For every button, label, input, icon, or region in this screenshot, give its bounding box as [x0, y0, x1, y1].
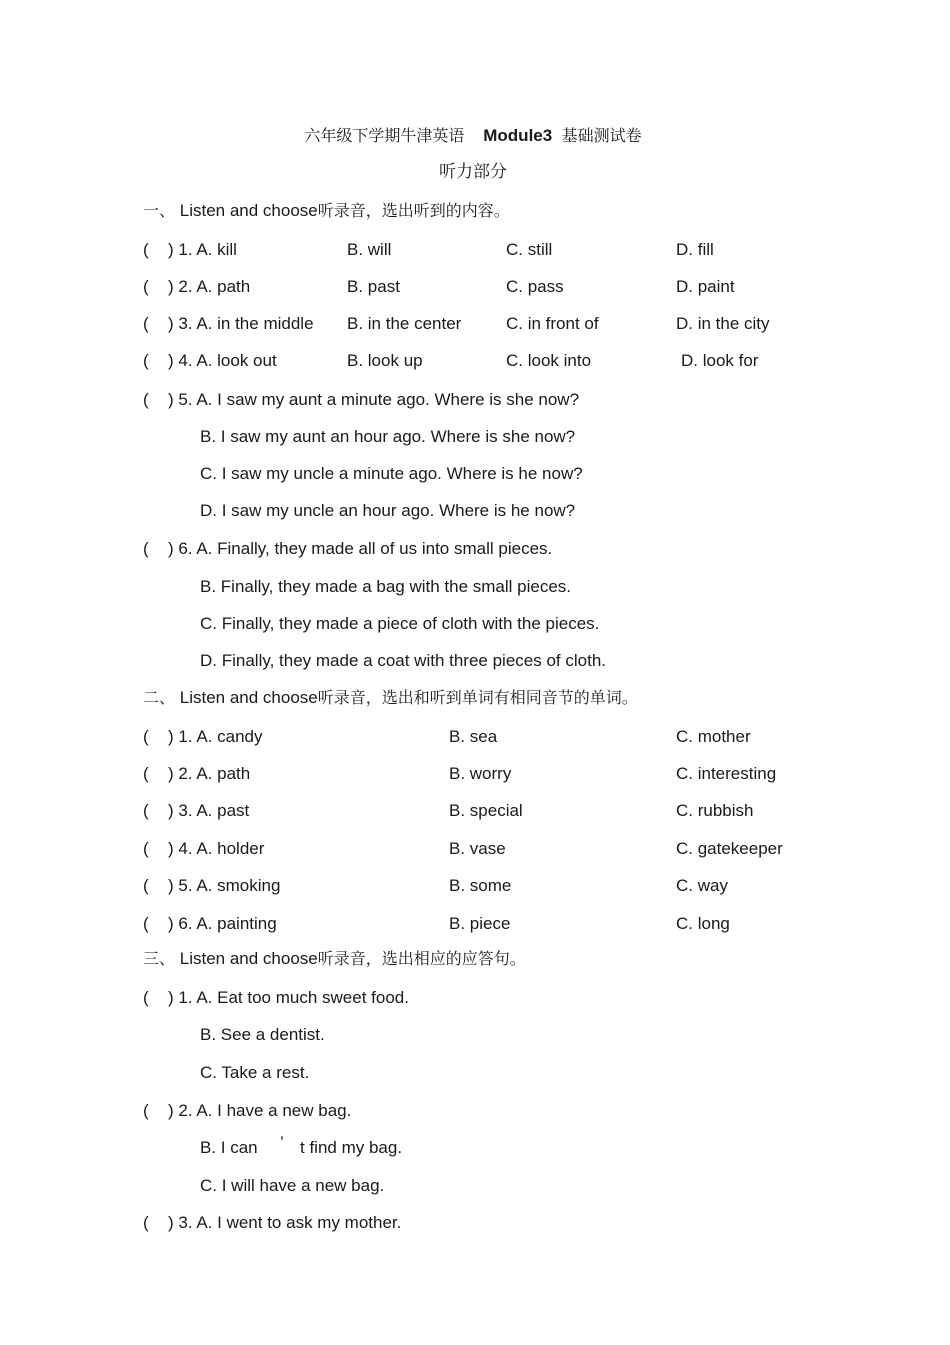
option-c: C. long — [676, 914, 730, 933]
section2-number: 二、 — [143, 688, 176, 707]
option-b: B. I saw my aunt an hour ago. Where is she now? — [200, 427, 576, 446]
page-subtitle: 听力部分 — [439, 162, 507, 182]
option-a: ) 2. A. I have a new bag. — [168, 1101, 352, 1120]
option-a: ) 3. A. in the middle — [168, 314, 314, 333]
option-c: C. Take a rest. — [200, 1063, 310, 1082]
option-a: ) 6. A. painting — [168, 914, 277, 933]
option-c: C. still — [506, 240, 553, 259]
section1-heading — [143, 201, 510, 221]
section3-title-en: Listen and choose — [179, 949, 318, 968]
option-d: D. Finally, they made a coat with three pieces of cloth. — [200, 651, 606, 670]
option-a: ) 3. A. past — [168, 801, 250, 820]
option-b-apostrophe: ’ — [280, 1133, 284, 1152]
answer-bracket[interactable]: ( — [143, 539, 149, 558]
section3-title-cn: 听录音，选出相应的应答句。 — [317, 949, 526, 968]
section2-title-en: Listen and choose — [179, 688, 318, 707]
title-module: Module3 — [483, 126, 553, 145]
answer-bracket[interactable]: ( — [143, 314, 149, 333]
option-a: ) 5. A. smoking — [168, 876, 281, 895]
option-a: ) 1. A. kill — [168, 240, 237, 259]
section1-title-en: Listen and choose — [179, 201, 318, 220]
option-b: B. special — [449, 801, 523, 820]
option-b: B. Finally, they made a bag with the small pieces. — [200, 577, 572, 596]
page-title — [0, 126, 946, 146]
option-b: B. sea — [449, 727, 498, 746]
option-c: C. in front of — [506, 314, 599, 333]
answer-bracket[interactable]: ( — [143, 801, 149, 820]
answer-bracket[interactable]: ( — [143, 764, 149, 783]
option-b: B. See a dentist. — [200, 1025, 325, 1044]
section3-number: 三、 — [143, 949, 176, 968]
option-b: B. some — [449, 876, 512, 895]
option-a: ) 5. A. I saw my aunt a minute ago. Where is she now? — [168, 390, 580, 409]
answer-bracket[interactable]: ( — [143, 1213, 149, 1232]
option-a: ) 6. A. Finally, they made all of us into small pieces. — [168, 539, 553, 558]
option-d: D. fill — [676, 240, 714, 259]
option-a: ) 2. A. path — [168, 764, 251, 783]
option-b: B. look up — [347, 351, 423, 370]
option-c: C. I saw my uncle a minute ago. Where is he now? — [200, 464, 583, 483]
option-c: C. gatekeeper — [676, 839, 783, 858]
option-a: ) 4. A. look out — [168, 351, 277, 370]
option-a: ) 3. A. I went to ask my mother. — [168, 1213, 402, 1232]
option-b: B. vase — [449, 839, 506, 858]
option-a: ) 4. A. holder — [168, 839, 265, 858]
option-c: C. way — [676, 876, 728, 895]
answer-bracket[interactable]: ( — [143, 988, 149, 1007]
option-d: D. I saw my uncle an hour ago. Where is he now? — [200, 501, 576, 520]
section2-heading — [143, 688, 638, 708]
option-d: D. in the city — [676, 314, 770, 333]
answer-bracket[interactable]: ( — [143, 839, 149, 858]
option-c: C. pass — [506, 277, 564, 296]
option-c: C. look into — [506, 351, 592, 370]
option-c: C. Finally, they made a piece of cloth with the pieces. — [200, 614, 600, 633]
option-d: D. paint — [676, 277, 735, 296]
option-a: ) 1. A. Eat too much sweet food. — [168, 988, 409, 1007]
option-c: C. interesting — [676, 764, 777, 783]
option-d: D. look for — [681, 351, 759, 370]
answer-bracket[interactable]: ( — [143, 914, 149, 933]
option-b: B. will — [347, 240, 392, 259]
section2-title-cn: 听录音，选出和听到单词有相同音节的单词。 — [317, 688, 638, 707]
answer-bracket[interactable]: ( — [143, 727, 149, 746]
answer-bracket[interactable]: ( — [143, 390, 149, 409]
option-b: B. worry — [449, 764, 512, 783]
answer-bracket[interactable]: ( — [143, 1101, 149, 1120]
answer-bracket[interactable]: ( — [143, 351, 149, 370]
section1-number: 一、 — [143, 201, 176, 220]
option-b-rest: t find my bag. — [300, 1138, 403, 1157]
section3-heading — [143, 949, 526, 969]
answer-bracket[interactable]: ( — [143, 240, 149, 259]
option-c: C. rubbish — [676, 801, 754, 820]
option-a: ) 1. A. candy — [168, 727, 263, 746]
option-b: B. I can — [200, 1138, 258, 1157]
option-a: ) 2. A. path — [168, 277, 251, 296]
title-cn-a: 六年级下学期牛津英语 — [304, 126, 465, 145]
option-c: C. mother — [676, 727, 751, 746]
section1-title-cn: 听录音，选出听到的内容。 — [317, 201, 510, 220]
answer-bracket[interactable]: ( — [143, 876, 149, 895]
option-b: B. piece — [449, 914, 511, 933]
option-b: B. in the center — [347, 314, 462, 333]
option-b: B. past — [347, 277, 400, 296]
option-c: C. I will have a new bag. — [200, 1176, 385, 1195]
title-cn-b: 基础测试卷 — [561, 126, 642, 145]
answer-bracket[interactable]: ( — [143, 277, 149, 296]
